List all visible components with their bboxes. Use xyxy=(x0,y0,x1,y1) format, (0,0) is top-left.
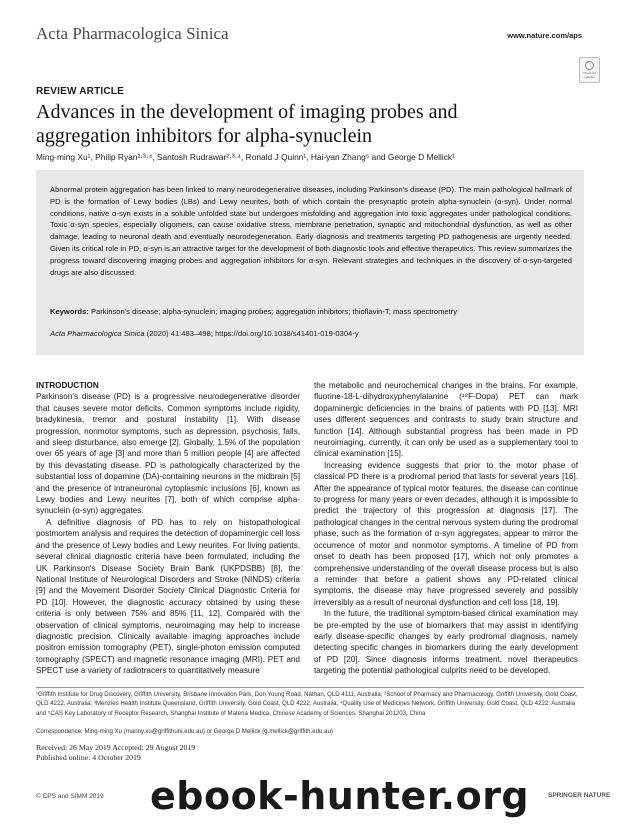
abstract-text: Abnormal protein aggregation has been linked to many neurodegenerative diseases, including Parkinson's disease (PD). The main pathological hallmark of PD is the formation of Lewy bodies (LBs) and Lewy neurites, both of which contain the presynaptic protein alpha-synuclein (α-syn). Under normal conditions, native α-syn exists in a soluble unfolded state but undergoes misfolding and aggregation into toxic aggregates under pathological conditions. Toxic α-syn species, especially oligomers, can cause oxidative stress, membrane penetration, synaptic and mitochondrial dysfunction, as well as other damage, leading to neuronal death and eventually neurodegeneration. Early diagnosis and treatments targeting PD pathogenesis are urgently needed. Given its critical role in PD, α-syn is an attractive target for the development of both diagnostic tools and effective therapeutics. This review summarizes the progress toward discovering imaging probes and aggregation inhibitors for α-syn. Relevant strategies and techniques in the discovery of α-syn-targeted drugs are also discussed. xyxy=(50,185,572,277)
citation-journal: Acta Pharmacologica Sinica xyxy=(50,329,145,338)
body-column-right xyxy=(314,380,578,677)
journal-url-link[interactable]: www.nature.com/aps xyxy=(507,31,582,40)
keywords xyxy=(50,306,572,318)
copyright-notice: © CPS and SIMM 2019 xyxy=(36,793,104,800)
publication-dates xyxy=(36,743,195,763)
body-paragraph: In the future, the traditional symptom-based clinical examination may be pre-empted by the use of biomarkers that may assist in identifying early disease-specific changes by early prodromal diagnosis, namely detecting specific changes in biomarkers during the early development of PD [20]. Since diagnosis informs treatment, novel therapeutics targeting the potential pathological culprits need to be developed. xyxy=(314,609,578,676)
check-updates-caption: Check for updates xyxy=(583,71,596,79)
check-for-updates-badge[interactable] xyxy=(579,57,600,83)
article-title: Advances in the development of imaging probes and aggregation inhibitors for alpha-synuclein xyxy=(36,101,458,147)
publisher-logo: SPRINGER NATURE xyxy=(548,792,611,799)
body-paragraph: A definitive diagnosis of PD has to rely on histopathological postmortem analysis and requires the detection of dopaminergic cell loss and the presence of Lewy bodies and Lewy neurites. For living patients, several clinical diagnostic criteria have been formulated, including the UK Parkinson's Disease Society Brain Bank (UKPDSBB) [8], the National Institute of Neurological Disorders and Stroke (NINDS) criteria [9] and the Movement Disorder Society Clinical Diagnostic Criteria for PD [10]. However, the diagnostic accuracy obtained by using these criteria is only between 75% and 85% [11, 12]. Compared with the observation of clinical symptoms, neuroimaging may help to increase diagnostic precision. Clinically available imaging approaches include positron emission tomography (PET), single-photon emission computed tomography (SPECT) and magnetic resonance imaging (MRI). PET and SPECT use a variety of radiotracers to quantitatively measure xyxy=(36,517,300,676)
published-date: Published online: 4 October 2019 xyxy=(36,753,141,762)
citation-details[interactable]: (2020) 41:483–498; https://doi.org/10.1038/s41401-019-0304-y xyxy=(144,329,359,338)
check-updates-icon xyxy=(585,61,594,70)
citation-line xyxy=(50,329,572,338)
body-paragraph: Increasing evidence suggests that prior to the motor phase of classical PD there is a prodromal period that lasts for several years [16]. After the appearance of typical motor features, the disease can continue to progress for many years or even decades, although it is impossible to predict the trajectory of this progression at diagnosis [17]. The pathological changes in the central nervous system during the prodromal phase, such as the formation of α-syn aggregates, appear to mirror the occurrence of motor and nonmotor symptoms. A timeline of PD from onset to death has been proposed [17], which not only promotes a comprehensive understanding of the overall disease process but is also a reminder that before a patient shows any PD-related clinical symptoms, the disease may have progressed severely and possibly irreversibly as a result of neuronal dysfunction and cell loss [18, 19]. xyxy=(314,460,578,607)
footer-divider xyxy=(36,687,584,688)
journal-name: Acta Pharmacologica Sinica xyxy=(36,24,229,43)
body-column-left xyxy=(36,380,300,677)
section-heading-introduction: INTRODUCTION xyxy=(36,381,99,390)
body-paragraph: Parkinson's disease (PD) is a progressive neurodegenerative disorder that causes severe motor deficits. Common symptoms include rigidity, bradykinesia, tremor and postural instability [1]. With disease progression, nonmotor symptoms, such as depression, psychosis, falls, and sleep disturbance, also emerge [2]. Globally, 1.5% of the population over 65 years of age [3] and more than 5 million people [4] are affected by this devastating disease. PD is pathologically characterized by the substantial loss of dopamine (DA)-containing neurons in the midbrain [5] and the presence of intraneuronal cytoplasmic inclusions [6], known as Lewy bodies and Lewy neurites [7], both of which comprise alpha-synuclein (α-syn) aggregates. xyxy=(36,392,300,516)
keywords-list: Parkinson's disease; alpha-synuclein; imaging probes; aggregation inhibitors; thioflavin-T; mass spectrometry xyxy=(90,307,458,316)
affiliations: ¹Griffith Institute for Drug Discovery, Griffith University, Brisbane Innovation Park, Don Young Road, Nathan, QLD 4111, Australia; ²School of Pharmacy and Pharmacology, Griffith University, Gold Coast, QLD 4222, Australia; ³Menzies Health Institute Queensland, Griffith University, Gold Coast, QLD 4222, Australia; ⁴Quality Use of Medicines Network, Griffith University, Gold Coast, QLD 4222, Australia and ⁵CAS Key Laboratory of Receptor Research, Shanghai Institute of Materia Medica, Chinese Academy of Sciences, Shanghai 201203, China xyxy=(36,691,578,717)
correspondence: Correspondence: Ming-ming Xu (manny.xu@griffithuni.edu.au) or George D Mellick (g.mellick@griffith.edu.au) xyxy=(36,728,333,735)
article-type: REVIEW ARTICLE xyxy=(36,86,124,97)
watermark: ebook-hunter.org xyxy=(150,774,530,818)
keywords-label: Keywords: xyxy=(50,307,89,316)
received-accepted-dates: Received: 26 May 2019 Accepted: 29 August 2019 xyxy=(36,743,196,752)
author-list: Ming-ming Xu¹, Philip Ryan²·³·⁴, Santosh Rudrawar²·³·⁴, Ronald J Quinn¹, Hai-yan Zhang⁵ and George D Mellick¹ xyxy=(36,152,455,162)
body-paragraph: the metabolic and neurochemical changes in the brains. For example, fluorine-18-L-dihydroxyphenylalanine (¹⁸F-Dopa) PET can mark dopaminergic deficiencies in the brains of patients with PD [13]. MRI uses different sequences and contrasts to study brain structure and function [14]. Although substantial progress has been made in PD neuroimaging, currently, it can only be used as a supplementary tool to clinical examination [15]. xyxy=(314,381,578,459)
